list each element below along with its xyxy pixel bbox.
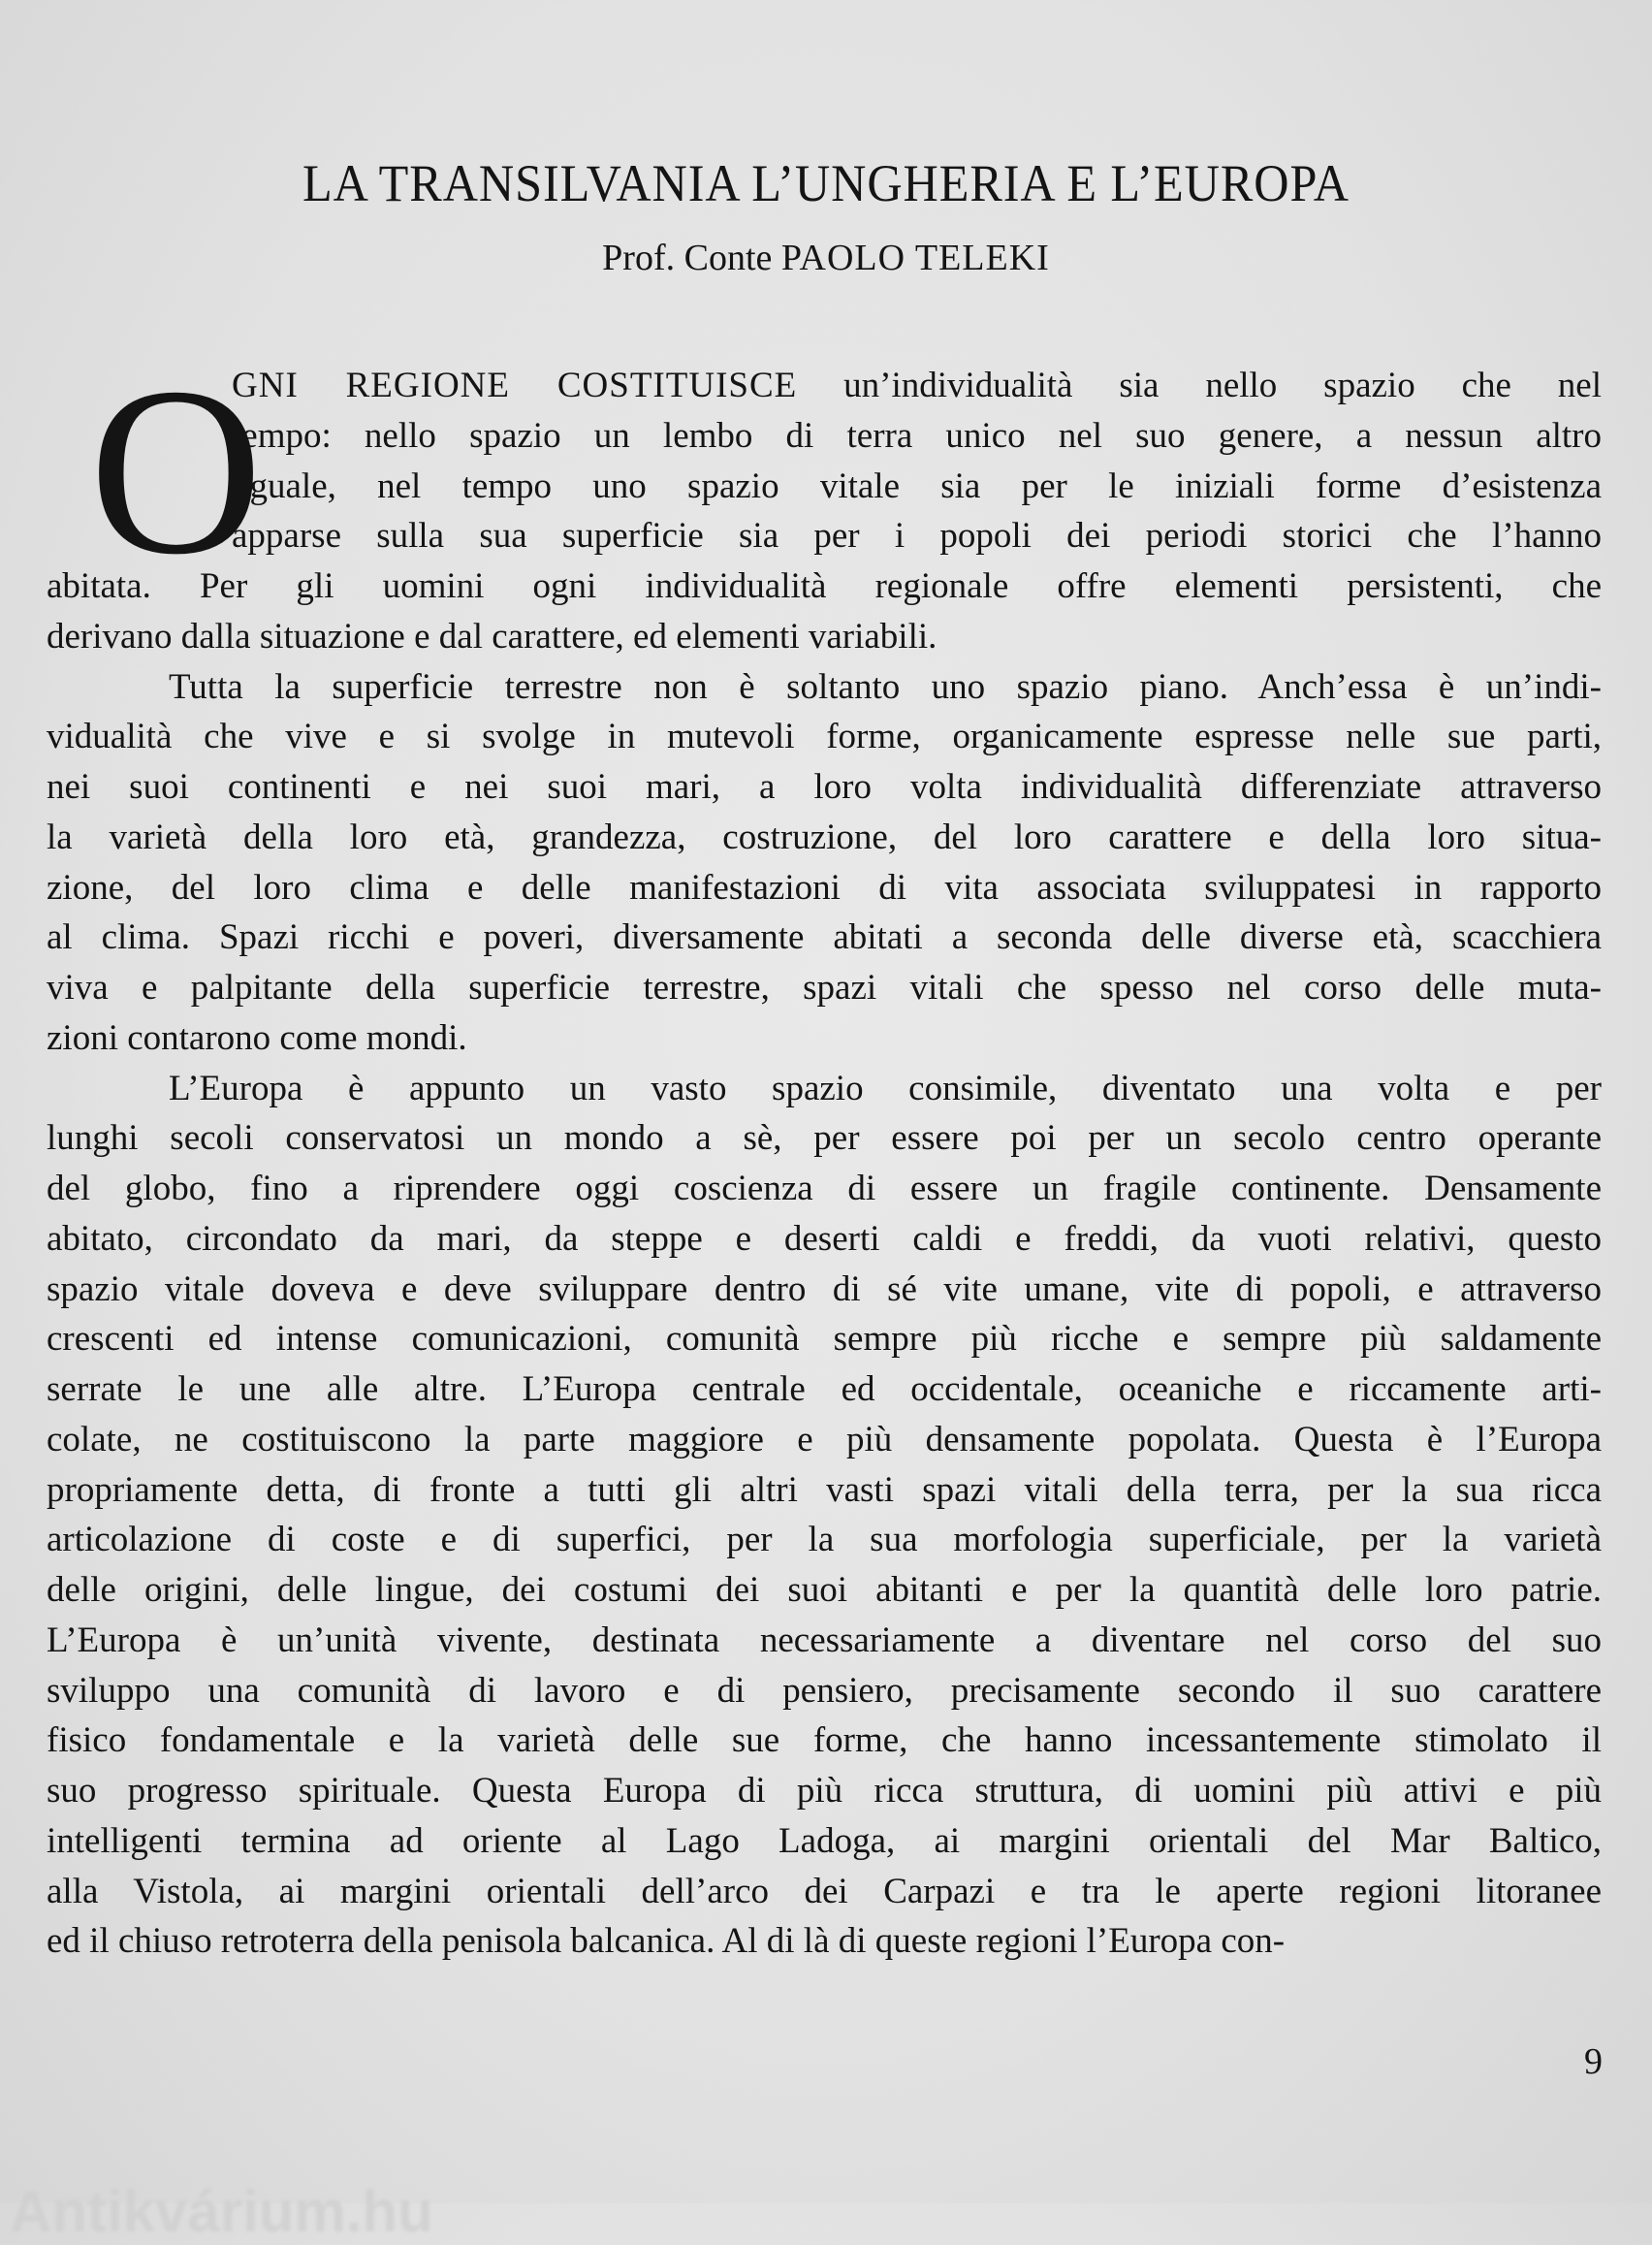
text-line: del globo, fino a riprendere oggi coscienza di essere un fragile continente. Densamente xyxy=(47,1169,1602,1208)
text-line: intelligenti termina ad oriente al Lago Ladoga, ai margini orientali del Mar Baltico, xyxy=(47,1820,1602,1861)
text-line: apparse sulla sua superficie sia per i popoli dei periodi storici che l’hanno xyxy=(232,516,1602,557)
text-line xyxy=(47,361,1602,411)
text-line: propriamente detta, di fronte a tutti gli altri vasti spazi vitali della terra, per la sua ricca xyxy=(47,1469,1602,1510)
text-line: L’Europa è appunto un vasto spazio consimile, diventato una volta e per xyxy=(169,1068,1602,1108)
watermark: Antikvárium.hu xyxy=(10,2179,433,2244)
text-line: delle origini, delle lingue, dei costumi dei suoi abitanti e per la quantità delle loro patrie. xyxy=(47,1570,1602,1610)
text-line: fisico fondamentale e la varietà delle sue forme, che hanno incessantemente stimolato il xyxy=(47,1720,1602,1761)
text-line: derivano dalla situazione e dal carattere, ed elementi variabili. xyxy=(47,616,937,657)
text-line: zioni contarono come mondi. xyxy=(47,1017,467,1058)
text-line: ed il chiuso retroterra della penisola balcanica. Al di là di queste regioni l’Europa con- xyxy=(47,1921,1286,1962)
author-name: PAOLO TELEKI xyxy=(780,238,1050,278)
text-line: spazio vitale doveva e deve sviluppare dentro di sé vite umane, vite di popoli, e attraverso xyxy=(47,1268,1602,1309)
page-number: 9 xyxy=(1584,2041,1603,2082)
text-line: uguale, nel tempo uno spazio vitale sia per le iniziali forme d’esistenza xyxy=(232,465,1602,506)
text-line: abitato, circondato da mari, da steppe e deserti caldi e freddi, da vuoti relativi, questo xyxy=(47,1218,1602,1259)
text-line: vidualità che vive e si svolge in mutevoli forme, organicamente espresse nelle sue parti, xyxy=(47,717,1602,757)
text-line: L’Europa è un’unità vivente, destinata necessariamente a diventare nel corso del suo xyxy=(47,1620,1602,1660)
text-line: alla Vistola, ai margini orientali dell’arco dei Carpazi e tra le aperte regioni litoranee xyxy=(47,1871,1602,1911)
text-line: abitata. Per gli uomini ogni individualità regionale offre elementi persistenti, che xyxy=(47,566,1602,606)
text-line: sviluppo una comunità di lavoro e di pensiero, precisamente secondo il suo carattere xyxy=(47,1670,1602,1711)
text-line: al clima. Spazi ricchi e poveri, diversamente abitati a seconda delle diverse età, scacchiera xyxy=(47,917,1602,958)
text-line: nei suoi continenti e nei suoi mari, a loro volta individualità differenziate attraverso xyxy=(47,767,1602,807)
text-line: articolazione di coste e di superfici, per la sua morfologia superficiale, per la varietà xyxy=(47,1520,1602,1560)
text-line: colate, ne costituiscono la parte maggiore e più densamente popolata. Questa è l’Europa xyxy=(47,1419,1602,1459)
text-line: Tutta la superficie terrestre non è soltanto uno spazio piano. Anch’essa è un’indi- xyxy=(169,666,1602,707)
author-prefix: Prof. Conte xyxy=(602,238,773,278)
text-line: zione, del loro clima e delle manifestazioni di vita associata sviluppatesi in rapporto xyxy=(47,867,1602,908)
article-body xyxy=(47,337,1602,1967)
text-line: viva e palpitante della superficie terrestre, spazi vitali che spesso nel corso delle muta- xyxy=(47,968,1602,1008)
text-line: tempo: nello spazio un lembo di terra unico nel suo genere, a nessun altro xyxy=(232,415,1602,456)
article-author xyxy=(0,237,1652,279)
text-line: lunghi secoli conservatosi un mondo a sè, per essere poi per un secolo centro operante xyxy=(47,1118,1602,1159)
text-line: crescenti ed intense comunicazioni, comunità sempre più ricche e sempre più saldamente xyxy=(47,1319,1602,1360)
line-text: un’individualità sia nello spazio che nel xyxy=(797,366,1602,405)
text-line: la varietà della loro età, grandezza, costruzione, del loro carattere e della loro situa- xyxy=(47,817,1602,857)
text-line: serrate le une alle altre. L’Europa centrale ed occidentale, oceaniche e riccamente arti- xyxy=(47,1369,1602,1409)
drop-cap: O xyxy=(89,337,264,604)
opening-small-caps: GNI REGIONE COSTITUISCE xyxy=(232,366,798,405)
article-title: LA TRANSILVANIA L’UNGHERIA E L’EUROPA xyxy=(302,154,1350,212)
text-line: suo progresso spirituale. Questa Europa di più ricca struttura, di uomini più attivi e più xyxy=(47,1771,1602,1811)
